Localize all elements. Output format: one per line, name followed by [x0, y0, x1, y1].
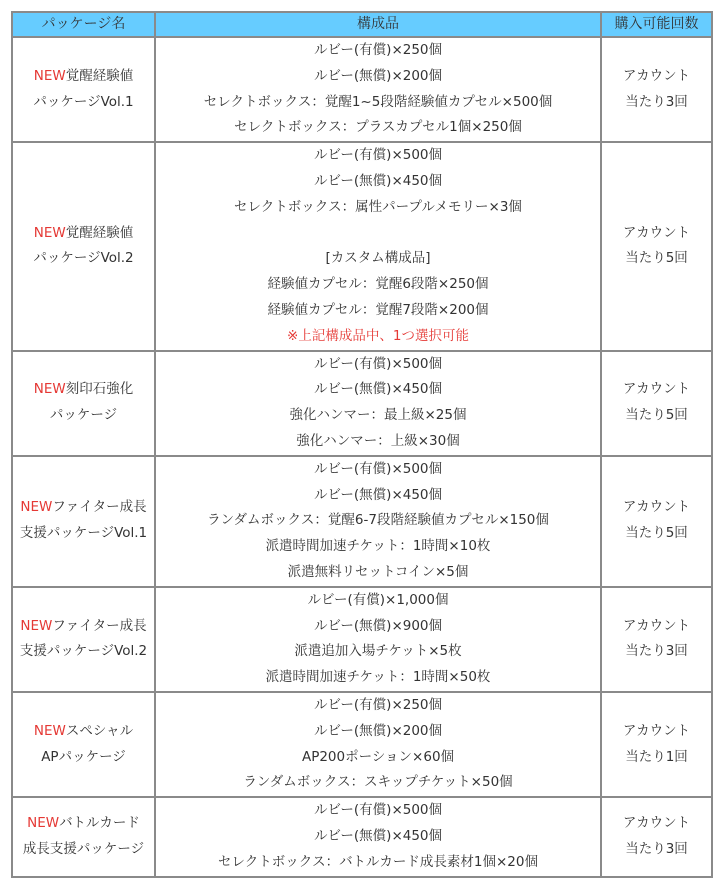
purchase-limit-line: 当たり5回: [625, 407, 688, 424]
content-item: ルビー(無償)×450個: [313, 486, 443, 503]
purchase-limit-line: 当たり5回: [625, 525, 688, 542]
custom-item: 経験値カプセル：覚醒6段階×250個: [267, 276, 489, 293]
custom-items-label: [カスタム構成品]: [325, 250, 431, 267]
content-item: 派遣無料リセットコイン×5個: [287, 563, 469, 580]
content-item: ルビー(有償)×250個: [313, 42, 443, 58]
purchase-limit-cell: [601, 142, 712, 350]
new-badge: NEW: [27, 815, 60, 831]
purchase-limit-line: アカウント: [622, 381, 691, 398]
purchase-limit-line: アカウント: [622, 499, 691, 516]
package-name-text: ファイター成長: [52, 617, 147, 634]
package-name-line: [13, 614, 154, 640]
table-row: [12, 37, 712, 142]
content-item: ルビー(有償)×500個: [313, 355, 443, 372]
contents-cell: [155, 692, 601, 797]
package-name-line: [13, 64, 154, 90]
header-purchase-limit: 購入可能回数: [601, 12, 712, 37]
package-name-cell: [12, 587, 155, 692]
purchase-limit-line: 当たり3回: [625, 93, 688, 110]
new-badge: NEW: [33, 67, 66, 84]
table-row: [12, 456, 712, 587]
package-name-text: 刻印石強化: [65, 381, 134, 398]
package-name-line: [13, 811, 154, 837]
package-name-line: [13, 377, 154, 403]
purchase-limit-cell: [601, 587, 712, 692]
custom-item: 経験値カプセル：覚醒7段階×200個: [267, 301, 489, 318]
purchase-limit-line: アカウント: [622, 224, 691, 241]
table-row: [12, 587, 712, 692]
package-name-line: APパッケージ: [41, 748, 126, 765]
content-item: ルビー(無償)×200個: [313, 722, 443, 739]
content-item: セレクトボックス：バトルカード成長素材1個×20個: [218, 853, 538, 870]
package-name-cell: [12, 37, 155, 142]
content-item: ルビー(有償)×500個: [313, 147, 443, 164]
purchase-limit-line: 当たり3回: [625, 840, 688, 857]
package-name-cell: [12, 456, 155, 587]
content-item: ルビー(有償)×500個: [313, 460, 443, 477]
package-name-cell: [12, 142, 155, 350]
content-item: セレクトボックス：属性パープルメモリー×3個: [234, 198, 522, 215]
table-row: [12, 142, 712, 350]
package-table: [11, 11, 713, 878]
contents-cell: [155, 142, 601, 350]
package-name-line: パッケージVol.1: [33, 93, 134, 110]
package-name-line: 支援パッケージVol.2: [19, 643, 148, 660]
new-badge: NEW: [33, 722, 66, 739]
package-name-text: ファイター成長: [52, 499, 147, 516]
package-name-line: パッケージVol.2: [33, 250, 134, 267]
package-name-cell: [12, 351, 155, 456]
new-badge: NEW: [33, 381, 66, 398]
package-name-line: [13, 221, 154, 247]
content-item: ルビー(無償)×450個: [313, 827, 443, 844]
purchase-limit-line: アカウント: [622, 67, 691, 84]
contents-cell: [155, 351, 601, 456]
content-item: ルビー(有償)×1,000個: [307, 591, 449, 608]
content-item: 強化ハンマー：最上級×25個: [289, 407, 467, 424]
new-badge: NEW: [33, 224, 66, 241]
content-item: ルビー(無償)×200個: [313, 67, 443, 84]
content-item: ルビー(無償)×900個: [313, 617, 443, 634]
content-item: セレクトボックス：覚醒1~5段階経験値カプセル×500個: [203, 93, 553, 110]
package-name-cell: [12, 692, 155, 797]
content-item: AP200ポーション×60個: [301, 748, 455, 765]
purchase-limit-line: 当たり5回: [625, 250, 688, 267]
selection-note: ※上記構成品中、1つ選択可能: [287, 327, 469, 344]
content-item: 派遣時間加速チケット：1時間×10枚: [265, 538, 491, 555]
purchase-limit-cell: [601, 456, 712, 587]
purchase-limit-cell: [601, 37, 712, 142]
package-name-cell: [12, 797, 155, 876]
header-package-name: パッケージ名: [12, 12, 155, 37]
table-row: [12, 797, 712, 876]
table-header-row: [12, 12, 712, 37]
purchase-limit-cell: [601, 351, 712, 456]
content-item: セレクトボックス：プラスカプセル1個×250個: [234, 119, 522, 136]
content-item: ルビー(無償)×450個: [313, 381, 443, 398]
content-item: 派遣時間加速チケット：1時間×50枚: [265, 669, 491, 686]
package-name-text: 覚醒経験値: [65, 67, 134, 84]
content-item: 派遣追加入場チケット×5枚: [294, 643, 462, 660]
package-name-text: 覚醒経験値: [65, 224, 134, 241]
contents-cell: [155, 587, 601, 692]
content-item: ルビー(無償)×450個: [313, 172, 443, 189]
package-name-text: バトルカード: [59, 815, 140, 831]
purchase-limit-line: 当たり3回: [625, 643, 688, 660]
purchase-limit-line: アカウント: [622, 815, 691, 831]
package-name-line: パッケージ: [49, 407, 118, 424]
content-item: ルビー(有償)×250個: [313, 696, 443, 713]
content-item: ランダムボックス：スキップチケット×50個: [243, 774, 513, 791]
contents-cell: [155, 797, 601, 876]
package-name-line: [13, 495, 154, 521]
package-name-text: スペシャル: [65, 722, 134, 739]
purchase-limit-cell: [601, 797, 712, 876]
purchase-limit-line: アカウント: [622, 722, 691, 739]
table-row: [12, 692, 712, 797]
purchase-limit-line: アカウント: [622, 617, 691, 634]
content-item: ランダムボックス：覚醒6-7段階経験値カプセル×150個: [207, 512, 549, 529]
purchase-limit-cell: [601, 692, 712, 797]
purchase-limit-line: 当たり1回: [625, 748, 688, 765]
header-contents: 構成品: [155, 12, 601, 37]
content-item: 強化ハンマー：上級×30個: [296, 432, 460, 449]
new-badge: NEW: [20, 617, 53, 634]
new-badge: NEW: [20, 499, 53, 516]
package-name-line: 成長支援パッケージ: [22, 840, 145, 857]
content-item: ルビー(有償)×500個: [313, 802, 443, 819]
contents-cell: [155, 456, 601, 587]
package-name-line: 支援パッケージVol.1: [19, 525, 148, 542]
package-name-line: [13, 719, 154, 745]
contents-cell: [155, 37, 601, 142]
table-row: [12, 351, 712, 456]
spacer: [156, 221, 600, 247]
